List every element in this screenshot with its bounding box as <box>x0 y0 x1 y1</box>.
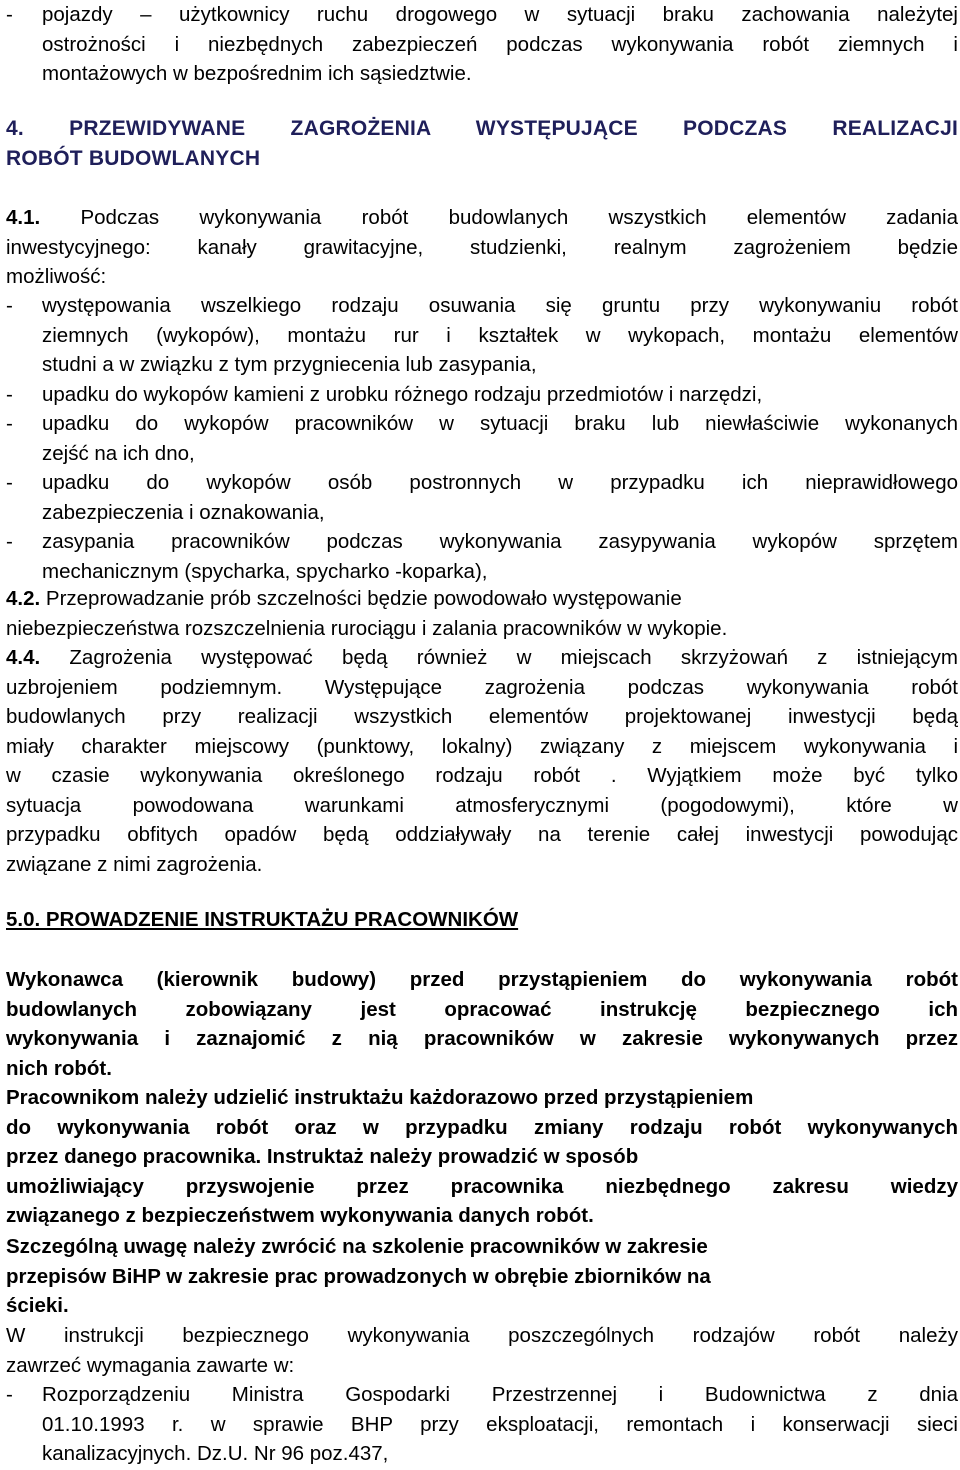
bullet-dash: - <box>6 382 13 406</box>
text-line: w czasie wykonywania określonego rodzaju robót . Wyjątkiem może być tylko <box>6 764 958 787</box>
text-line: do wykonywania robót oraz w przypadku zmiany rodzaju robót wykonywanych <box>6 1115 958 1139</box>
regulation-bullet <box>6 1380 958 1469</box>
paragraph-4-4 <box>6 643 958 879</box>
text-line: ścieki. <box>6 1294 69 1317</box>
continued-bullet <box>6 0 958 89</box>
bold-paragraph-2 <box>6 1083 958 1231</box>
text-line: Podczas wykonywania robót budowlanych wszystkich elementów zadania <box>80 206 958 229</box>
text-line: Szczególną uwagę należy zwrócić na szkolenie pracowników w zakresie <box>6 1235 708 1258</box>
text-line: Pracownikom należy udzielić instruktażu każdorazowo przed przystąpieniem <box>6 1086 754 1109</box>
paragraph-number: 4.2. <box>6 587 41 610</box>
list-item <box>6 291 958 380</box>
text-line: zasypania pracowników podczas wykonywania zasypywania wykopów sprzętem <box>42 530 958 553</box>
heading-line: ROBÓT BUDOWLANYCH <box>6 146 261 170</box>
section-5-heading <box>6 905 958 935</box>
text-line: zejść na ich dno, <box>42 441 195 465</box>
paragraph-4-1 <box>6 203 958 292</box>
text-line: 01.10.1993 r. w sprawie BHP przy eksploatacji, remontach i konserwacji sieci <box>42 1412 958 1436</box>
text-line: niebezpieczeństwa rozszczelnienia rurociągu i zalania pracowników w wykopie. <box>6 616 728 640</box>
paragraph-number: 4.1. <box>6 206 41 229</box>
paragraph-4-2 <box>6 584 958 643</box>
text-line: przez danego pracownika. Instruktaż należy prowadzić w sposób <box>6 1145 639 1168</box>
bullet-dash: - <box>6 294 13 317</box>
text-line: Rozporządzeniu Ministra Gospodarki Przestrzennej i Budownictwa z dnia <box>42 1383 958 1406</box>
text-line: budowlanych przy realizacji wszystkich elementów projektowanej inwestycji będą <box>6 705 958 728</box>
text-line: zawrzeć wymagania zawarte w: <box>6 1353 295 1377</box>
list-item <box>6 409 958 468</box>
bullet-dash: - <box>6 412 13 435</box>
text-line: upadku do wykopów kamieni z urobku różnego rodzaju przedmiotów i narzędzi, <box>42 382 763 406</box>
text-line: ziemnych (wykopów), montażu rur i kształtek w wykopach, montażu elementów <box>42 323 958 347</box>
text-line: związanego z bezpieczeństwem wykonywania danych robót. <box>6 1204 594 1227</box>
bullet-dash: - <box>6 471 13 494</box>
hazard-list <box>6 291 958 586</box>
text-line: nich robót. <box>6 1056 112 1080</box>
text-line: studni a w związku z tym przygniecenia lub zasypania, <box>42 353 537 376</box>
bullet-dash: - <box>6 3 13 26</box>
text-line: umożliwiający przyswojenie przez pracownika niezbędnego zakresu wiedzy <box>6 1174 958 1198</box>
instruction-paragraph <box>6 1321 958 1380</box>
bold-paragraph-3 <box>6 1232 958 1321</box>
text-line: przypadku obfitych opadów będą oddziaływały na terenie całej inwestycji powodując <box>6 823 958 846</box>
text-line: montażowych w bezpośrednim ich sąsiedztwie. <box>42 62 472 85</box>
text-line: upadku do wykopów osób postronnych w przypadku ich nieprawidłowego <box>42 471 958 494</box>
text-line: upadku do wykopów pracowników w sytuacji braku lub niewłaściwie wykonanych <box>42 412 958 435</box>
text-line: uzbrojeniem podziemnym. Występujące zagrożenia podczas wykonywania robót <box>6 675 958 699</box>
text-line: sytuacja powodowana warunkami atmosferycznymi (pogodowymi), które w <box>6 793 958 817</box>
text-line: przepisów BiHP w zakresie prac prowadzonych w obrębie zbiorników na <box>6 1264 711 1288</box>
list-item <box>6 468 958 527</box>
section-4-heading <box>6 114 958 173</box>
heading-line: 4. PRZEWIDYWANE ZAGROŻENIA WYSTĘPUJĄCE PODCZAS REALIZACJI <box>6 117 958 140</box>
text-line: kanalizacyjnych. Dz.U. Nr 96 poz.437, <box>42 1442 389 1465</box>
text-line: inwestycyjnego: kanały grawitacyjne, studzienki, realnym zagrożeniem będzie <box>6 235 958 259</box>
text-line: W instrukcji bezpiecznego wykonywania poszczególnych rodzajów robót należy <box>6 1324 958 1347</box>
bullet-dash: - <box>6 1383 13 1406</box>
paragraph-number: 4.4. <box>6 646 41 669</box>
heading-line: 5.0. PROWADZENIE INSTRUKTAŻU PRACOWNIKÓW <box>6 908 519 931</box>
text-line: zabezpieczenia i oznakowania, <box>42 500 325 524</box>
list-item <box>6 527 958 586</box>
text-line: możliwość: <box>6 265 107 288</box>
text-line: pojazdy – użytkownicy ruchu drogowego w sytuacji braku zachowania należytej <box>42 3 958 26</box>
text-line: Przeprowadzanie prób szczelności będzie powodowało występowanie <box>45 587 682 610</box>
text-line: Zagrożenia występować będą również w miejscach skrzyżowań z istniejącym <box>69 646 958 669</box>
text-line: mechanicznym (spycharka, spycharko -koparka), <box>42 559 488 583</box>
text-line: związane z nimi zagrożenia. <box>6 852 263 876</box>
text-line: budowlanych zobowiązany jest opracować instrukcję bezpiecznego ich <box>6 997 958 1021</box>
text-line: miały charakter miejscowy (punktowy, lokalny) związany z miejscem wykonywania i <box>6 734 958 758</box>
text-line: Wykonawca (kierownik budowy) przed przystąpieniem do wykonywania robót <box>6 968 958 991</box>
text-line: ostrożności i niezbędnych zabezpieczeń podczas wykonywania robót ziemnych i <box>42 32 958 56</box>
bold-paragraph-1 <box>6 965 958 1083</box>
list-item <box>6 380 958 410</box>
text-line: występowania wszelkiego rodzaju osuwania się gruntu przy wykonywaniu robót <box>42 294 958 317</box>
text-line: wykonywania i zaznajomić z nią pracowników w zakresie wykonywanych przez <box>6 1027 958 1050</box>
bullet-dash: - <box>6 530 13 553</box>
